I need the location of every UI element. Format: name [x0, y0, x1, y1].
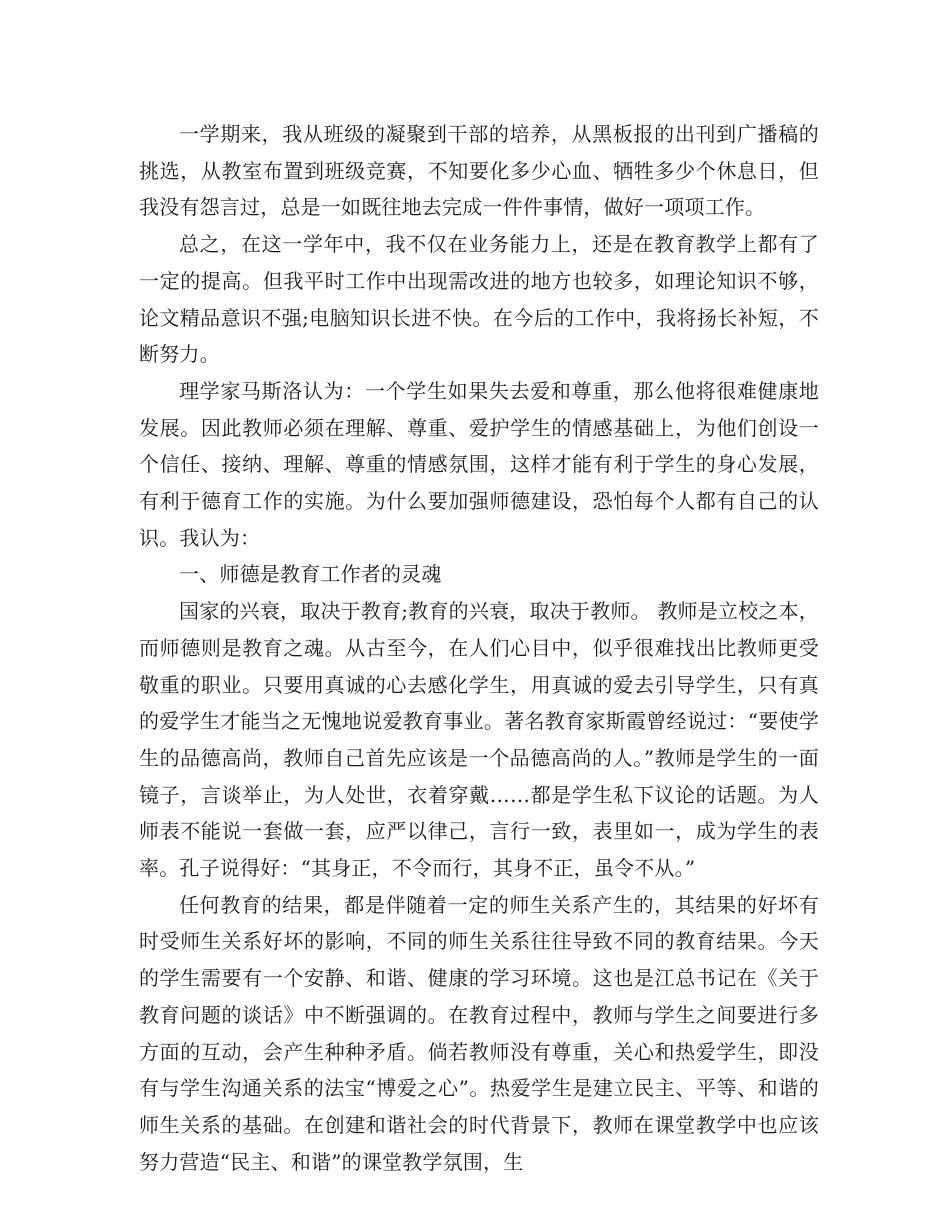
paragraph-teacher-student-relationship: 任何教育的结果，都是伴随着一定的师生关系产生的，其结果的好坏有时受师生关系好坏的影响，不同的师生关系往往导致不同的教育结果。今天的学生需要有一个安静、和谐、健康的学习环境。这也是江总书记在《关于教育问题的谈话》中不断强调的。在教育过程中，教师与学生之间要进行多方面的互动，会产生种种矛盾。倘若教师没有尊重，关心和热爱学生，即没有与学生沟通关系的法宝“博爱之心”。热爱学生是建立民主、平等、和谐的师生关系的基础。在创建和谐社会的时代背景下，教师在课堂教学中也应该努力营造“民主、和谐”的课堂教学氛围，生	[139, 892, 819, 1174]
paragraph-class-work: 一学期来，我从班级的凝聚到干部的培养，从黑板报的出刊到广播稿的挑选，从教室布置到班级竞赛，不知要化多少心血、牺牲多少个休息日，但我没有怨言过，总是一如既往地去完成一件件事情，做好一项项工作。	[139, 122, 819, 220]
paragraph-maslow: 理学家马斯洛认为：一个学生如果失去爱和尊重，那么他将很难健康地发展。因此教师必须在理解、尊重、爱护学生的情感基础上，为他们创设一个信任、接纳、理解、尊重的情感氛围，这样才能有利于学生的身心发展，有利于德育工作的实施。为什么要加强师德建设，恐怕每个人都有自己的认识。我认为：	[139, 378, 819, 550]
section-heading-teacher-ethics: 一、师德是教育工作者的灵魂	[179, 562, 442, 587]
document-body	[139, 116, 819, 1180]
paragraph-summary: 总之，在这一学年中，我不仅在业务能力上，还是在教育教学上都有了一定的提高。但我平时工作中出现需改进的地方也较多，如理论知识不够，论文精品意识不强;电脑知识长进不快。在今后的工作中，我将扬长补短，不断努力。	[139, 232, 819, 367]
paragraph-teacher-ethics: 国家的兴衰，取决于教育;教育的兴衰，取决于教师。 教师是立校之本，而师德则是教育之魂。从古至今，在人们心目中，似乎很难找出比教师更受敬重的职业。只要用真诚的心去感化学生，用真诚的爱去引导学生，只有真的爱学生才能当之无愧地说爱教育事业。著名教育家斯霞曾经说过：“要使学生的品德高尚，教师自己首先应该是一个品德高尚的人。”教师是学生的一面镜子，言谈举止，为人处世，衣着穿戴……都是学生私下议论的话题。为人师表不能说一套做一套，应严以律己，言行一致，表里如一，成为学生的表率。孔子说得好：“其身正，不令而行，其身不正，虽令不从。”	[139, 599, 819, 881]
